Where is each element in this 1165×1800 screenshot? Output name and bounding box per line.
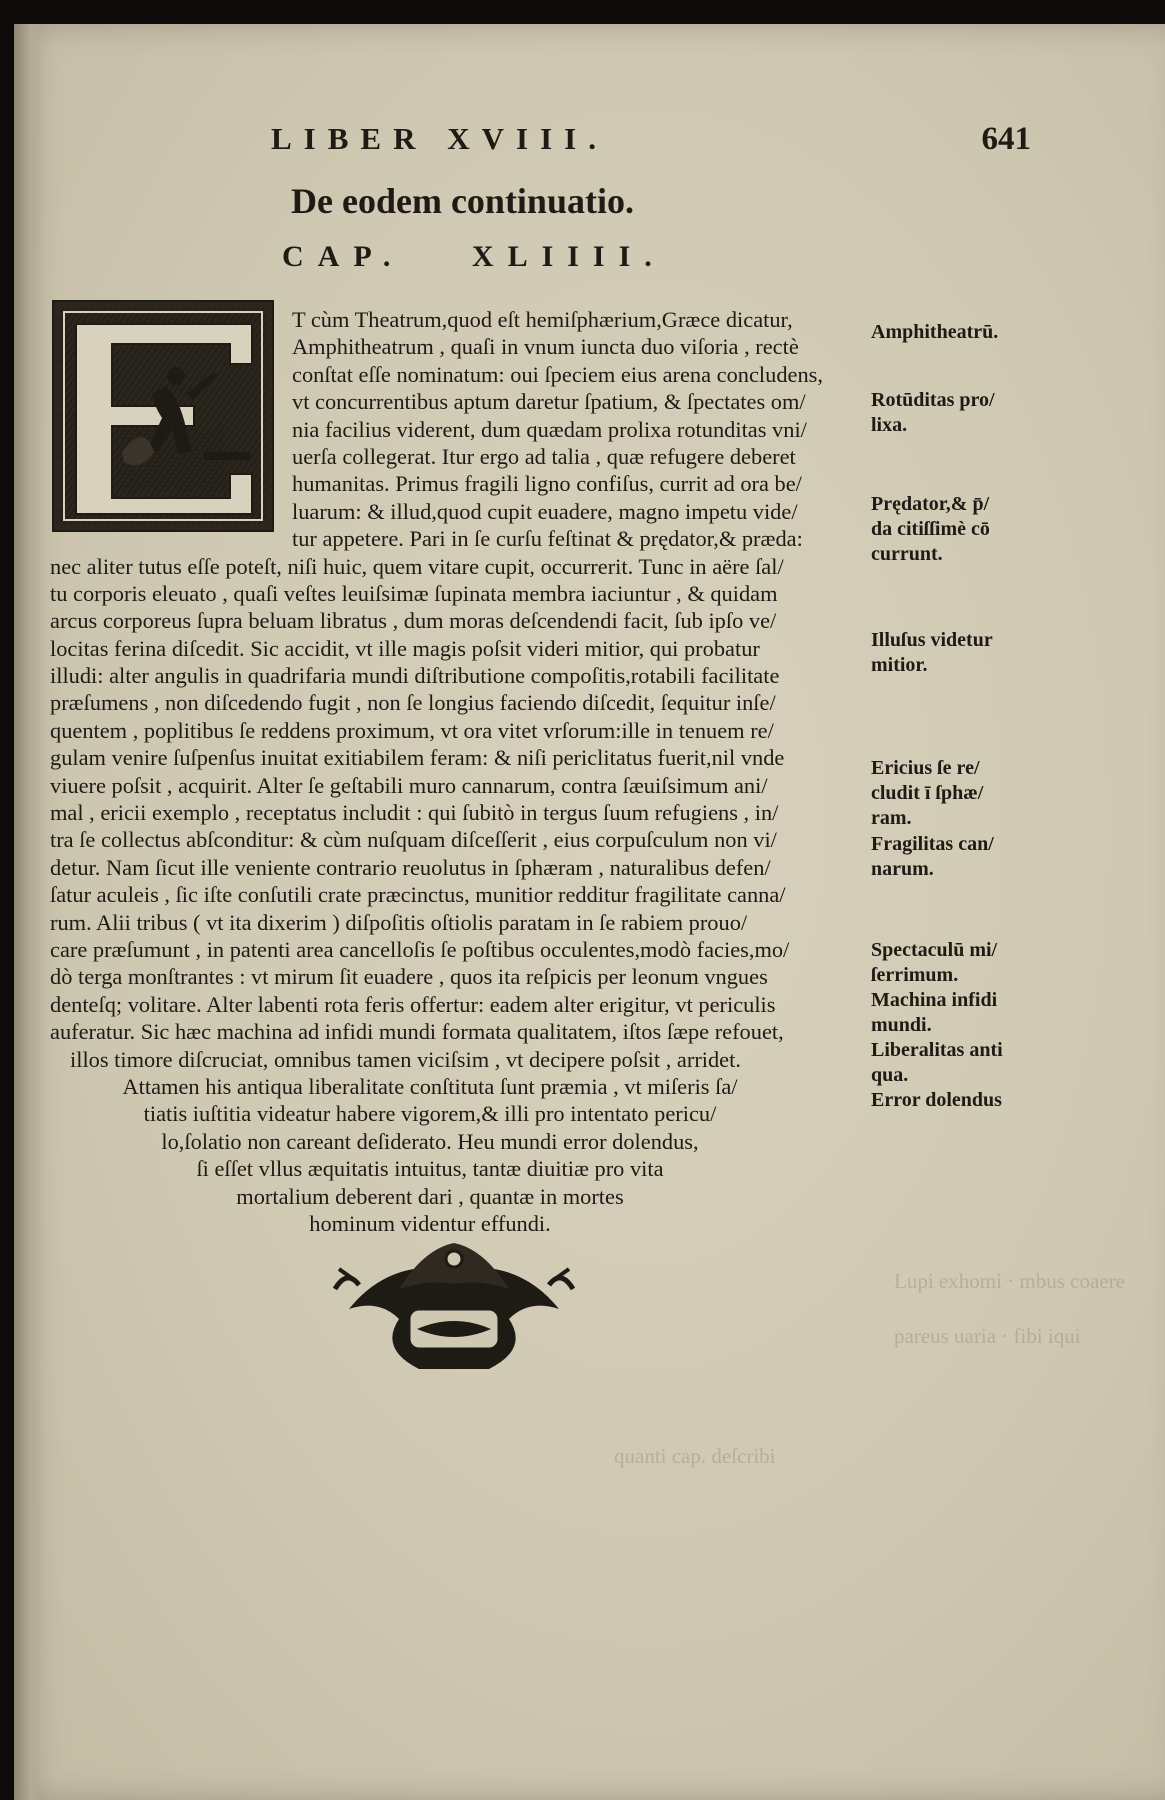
printers-ornament-icon: [329, 1229, 579, 1379]
margin-note: Rotūditas pro/ lixa.: [871, 389, 995, 436]
text-line: Amphitheatrum , quaſi in vnum iuncta duo viſoria , rectè: [292, 334, 799, 360]
text-line: uerſa collegerat. Itur ergo ad talia , quæ refugere deberet: [292, 443, 796, 469]
page-gutter-shadow: [14, 24, 42, 1800]
text-line: locitas ferina diſcedit. Sic accidit, vt ille magis poſsit videri mitior, qui probatur: [50, 635, 760, 661]
text-line: luarum: & illud,quod cupit euadere, magno impetu vide/: [292, 498, 798, 524]
show-through-text: pareus uaria · fibi iqui: [894, 1324, 1081, 1348]
text-line: illudi: alter angulis in quadrifaria mundi diſtributione compoſitis,rotabili facilitate: [50, 663, 780, 689]
text-line: illos timore diſcruciat, omnibus tamen viciſsim , vt decipere poſsit , arridet.: [70, 1046, 741, 1072]
text-line: ſi eſſet vllus æquitatis intuitus, tantæ diuitiæ pro vita: [196, 1156, 664, 1182]
book-page: [14, 24, 1165, 1800]
chapter-number: CAP. XLIIII.: [282, 240, 666, 273]
margin-note: Illuſus videtur mitior.: [871, 629, 993, 676]
text-line: arcus corporeus ſupra beluam libratus , dum moras deſcendendi facit, ſub ipſo ve/: [50, 608, 777, 634]
text-line: tra ſe collectus abſconditur: & cùm nuſquam diſceſſerit , eius corpuſculum non vi/: [50, 827, 777, 853]
text-line: quentem , poplitibus ſe reddens proximum, vt ora vitet vrſorum:ille in tenuem re/: [50, 717, 774, 743]
text-line: tur appetere. Pari in ſe curſu feſtinat & prędator,& præda:: [292, 526, 803, 552]
page-number: 641: [981, 121, 1031, 157]
margin-note: Fragilitas can/ narum.: [871, 833, 994, 880]
text-line: gulam venire ſuſpenſus inuitat exitiabilem feram: & niſi periclitatus fuerit,nil vnde: [50, 745, 785, 771]
margin-note: Ericius ſe re/ cludit ī ſphæ/ ram.: [871, 757, 984, 829]
text-line: nia facilius viderent, dum quædam prolixa rotunditas vni/: [292, 416, 807, 442]
text-line: vt concurrentibus aptum daretur ſpatium, & ſpectates om/: [292, 389, 806, 415]
margin-note: Spectaculū mi/ ſerrimum.: [871, 939, 998, 986]
text-line: hominum videntur effundi.: [309, 1210, 551, 1236]
text-line: T cùm Theatrum,quod eſt hemiſphærium,Græce dicatur,: [292, 307, 793, 332]
text-line: dò terga monſtrantes : vt mirum ſit euadere , quos ita reſpicis per leonum vngues: [50, 964, 768, 990]
closing-paragraph: [50, 1073, 810, 1237]
text-line: viuere poſsit , acquirit. Alter ſe geſtabili muro cannarum, contra ſæuiſsimum ani/: [50, 772, 768, 798]
margin-note: Machina infidi mundi.: [871, 989, 998, 1036]
running-head: [271, 121, 1031, 171]
text-line: mal , ericii exemplo , receptatus includit : qui ſubitò in tergus ſuum refugiens , in/: [50, 800, 779, 826]
margin-note: Error dolendus: [871, 1089, 1002, 1111]
text-line: præſumens , non diſcedendo fugit , non ſe longius faciendo diſcedit, ſequitur inſe/: [50, 690, 776, 716]
text-line: denteſq; volitare. Alter labenti rota feris offertur: eadem alter erigitur, vt periculis: [50, 991, 776, 1017]
text-line: ſatur aculeis , ſic iſte conſutili crate præcinctus, munitior redditur fragilitate canna/: [50, 882, 786, 908]
text-line: tiatis iuſtitia videatur habere vigorem,& illi pro intentato pericu/: [143, 1101, 717, 1127]
margin-note: Amphitheatrū.: [871, 321, 999, 343]
body-text: [50, 306, 880, 1237]
show-through-text: quanti cap. deſcribi: [614, 1444, 776, 1468]
chapter-title: De eodem continuatio.: [291, 181, 634, 221]
text-line: Attamen his antiqua liberalitate conſtituta ſunt præmia , vt miſeris ſa/: [122, 1073, 738, 1099]
text-line: mortalium deberent dari , quantæ in mortes: [236, 1183, 624, 1209]
text-line: auferatur. Sic hæc machina ad infidi mundi formata qualitatem, iſtos ſæpe refouet,: [50, 1019, 784, 1045]
text-line: care præſumunt , in patenti area cancelloſis ſe poſtibus occulentes,modò facies,mo/: [50, 936, 790, 962]
text-line: nec aliter tutus eſſe poteſt, niſi huic, quem vitare cupit, occurrerit. Tunc in aëre ſal/: [50, 553, 784, 579]
margin-note: Prędator,& p̄/ da citiſſimè cō currunt.: [871, 493, 990, 565]
text-line: tu corporis eleuato , quaſi veſtes leuiſsimæ ſupinata membra iaciuntur , & quidam: [50, 580, 778, 606]
margin-note: Liberalitas anti qua.: [871, 1039, 1003, 1086]
text-line: rum. Alii tribus ( vt ita dixerim ) diſpoſitis oſtiolis paratam in ſe rabiem prouo/: [50, 909, 748, 935]
show-through-text: Lupi exhomi · mbus coaere: [894, 1269, 1125, 1293]
text-line: detur. Nam ſicut ille veniente contrario reuolutus in ſphæram , naturalibus defen/: [50, 854, 771, 880]
text-line: conſtat eſſe nominatum: oui ſpeciem eius arena concludens,: [292, 361, 823, 387]
book-number: LIBER XVIII.: [271, 121, 608, 156]
text-line: lo,ſolatio non careant deſiderato. Heu mundi error dolendus,: [161, 1128, 699, 1154]
text-line: humanitas. Primus fragili ligno confiſus, currit ad ora be/: [292, 471, 802, 497]
